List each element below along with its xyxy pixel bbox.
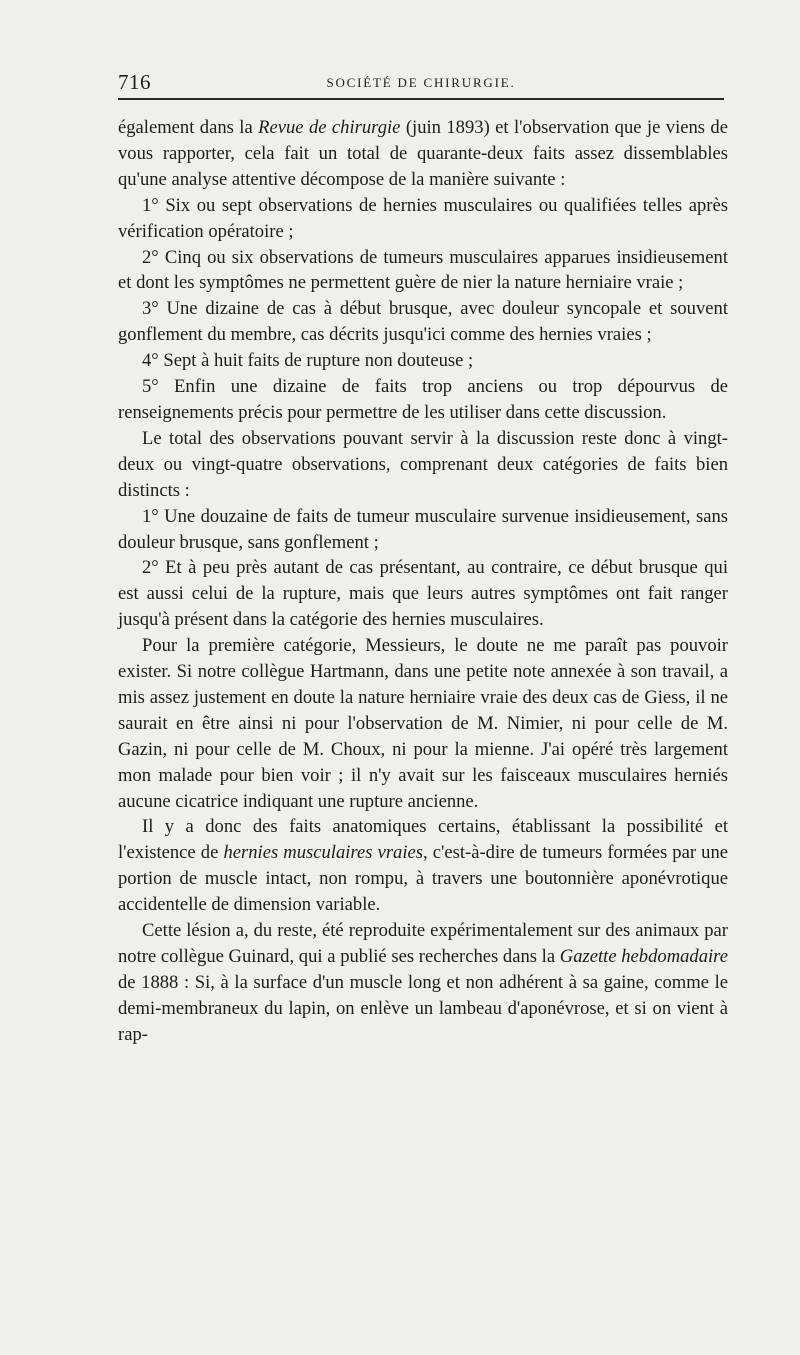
text-run: Cette lésion a, du reste, été reproduite expérimentalement sur des animaux par notre collègue Guinard, qui a publié ses recherches dans la bbox=[118, 920, 728, 967]
text-run: 5° Enfin une dizaine de faits trop anciens ou trop dépourvus de renseignements précis pour permettre de les utiliser dans cette discussion. bbox=[118, 376, 728, 423]
header-rule bbox=[118, 98, 724, 100]
italic-title: Gazette hebdomadaire bbox=[559, 946, 728, 967]
italic-title: Revue de chirurgie bbox=[258, 117, 401, 138]
text-run: 4° Sept à huit faits de rupture non douteuse ; bbox=[142, 350, 474, 372]
text-run: 3° Une dizaine de cas à début brusque, avec douleur syncopale et souvent gonflement du membre, cas décrits jusqu'ici comme des hernies vraies ; bbox=[118, 298, 728, 346]
paragraph-p5 bbox=[118, 348, 728, 374]
paragraph-p4 bbox=[118, 296, 728, 348]
text-run: Il y a donc des faits anatomiques certains, établissant la possibilité et l'existence de bbox=[118, 816, 728, 864]
text-run: 2° Cinq ou six observations de tumeurs musculaires apparues insidieusement et dont les symptômes ne permettent guère de nier la nature herniaire vraie ; bbox=[118, 246, 728, 294]
text-run: 1° Six ou sept observations de hernies musculaires ou qualifiées telles après vérification opératoire ; bbox=[118, 194, 728, 242]
paragraph-p3 bbox=[118, 245, 728, 297]
page-number: 716 bbox=[118, 70, 151, 94]
paragraph-p6 bbox=[118, 374, 728, 426]
paragraph-p9 bbox=[118, 555, 728, 633]
page-header bbox=[118, 70, 724, 96]
text-run: , c'est-à-dire de tumeurs formées par une portion de muscle intact, non rompu, à travers une boutonnière aponévrotique accidentelle de dimension variable. bbox=[118, 842, 728, 916]
text-run: (juin 1893) et l'observation que je viens de vous rapporter, cela fait un total de quarante-deux faits assez dissemblables qu'une analyse attentive décompose de la manière suivante : bbox=[118, 117, 728, 190]
paragraph-p11 bbox=[118, 814, 728, 918]
body-text bbox=[118, 115, 728, 1048]
paragraph-p8 bbox=[118, 504, 728, 556]
paragraph-p10 bbox=[118, 633, 728, 814]
paragraph-p2 bbox=[118, 193, 728, 245]
paragraph-p12 bbox=[118, 918, 728, 1048]
text-run: 1° Une douzaine de faits de tumeur musculaire survenue insidieusement, sans douleur brusque, sans gonflement ; bbox=[118, 505, 728, 553]
paragraph-p7 bbox=[118, 426, 728, 504]
text-run: également dans la bbox=[118, 117, 259, 138]
paragraph-p1 bbox=[118, 115, 728, 193]
text-run: Pour la première catégorie, Messieurs, le doute ne me paraît pas pouvoir exister. Si notre collègue Hartmann, dans une petite note annexée à son travail, a mis assez justement en doute la nature herniaire vraie des deux cas de Giess, il ne saurait en être ainsi ni pour l'observation de M. Nimier, ni pour celle de M. Gazin, ni pour celle de M. Choux, ni pour la mienne. J'ai opéré très largement mon malade pour bien voir ; il n'y avait sur les faisceaux musculaires herniés aucune cicatrice indiquant une rupture ancienne. bbox=[118, 635, 728, 812]
italic-title: hernies musculaires vraies bbox=[223, 842, 424, 864]
running-head: SOCIÉTÉ DE CHIRURGIE. bbox=[326, 75, 516, 90]
text-run: de 1888 : Si, à la surface d'un muscle long et non adhérent à sa gaine, comme le demi-membraneux du lapin, on enlève un lambeau d'aponévrose, et si on vient à rap- bbox=[118, 971, 728, 1045]
text-run: Le total des observations pouvant servir à la discussion reste donc à vingt-deux ou vingt-quatre observations, comprenant deux catégories de faits bien distincts : bbox=[118, 427, 728, 501]
text-run: 2° Et à peu près autant de cas présentant, au contraire, ce début brusque qui est aussi celui de la rupture, mais que leurs autres symptômes ont fait ranger jusqu'à présent dans la catégorie des hernies musculaires. bbox=[118, 557, 728, 631]
